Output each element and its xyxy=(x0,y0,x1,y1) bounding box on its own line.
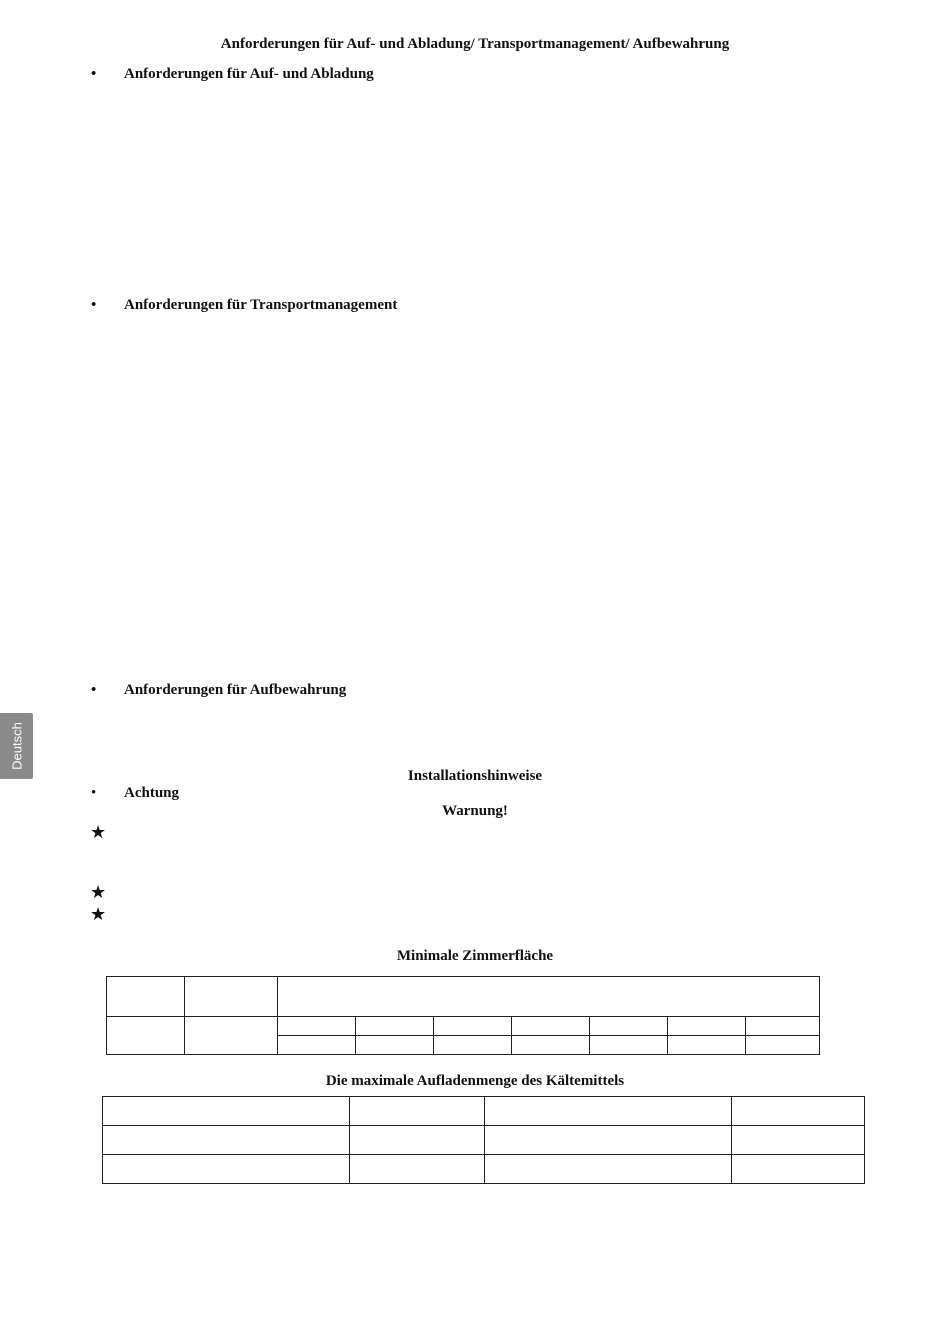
table-cell xyxy=(512,1036,590,1055)
table-cell xyxy=(746,1017,820,1036)
table-cell xyxy=(732,1155,865,1184)
warning-title: Warnung! xyxy=(442,803,508,819)
bullet-icon: • xyxy=(91,682,97,698)
table-cell xyxy=(103,1126,350,1155)
star-icon: ★ xyxy=(90,904,107,924)
table-cell xyxy=(746,1036,820,1055)
table-cell xyxy=(278,977,820,1017)
table-cell xyxy=(732,1126,865,1155)
table-cell xyxy=(434,1036,512,1055)
max-charge-table-title: Die maximale Aufladenmenge des Kältemittels xyxy=(325,1073,625,1089)
section-heading-transport: Anforderungen für Transportmanagement xyxy=(124,297,398,313)
table-cell xyxy=(356,1036,434,1055)
bullet-icon: • xyxy=(91,66,97,82)
page-title: Anforderungen für Auf- und Abladung/ Transportmanagement/ Aufbewahrung xyxy=(220,36,730,52)
max-charge-table xyxy=(102,1096,865,1184)
table-cell xyxy=(103,1097,350,1126)
table-cell xyxy=(350,1155,485,1184)
table-cell xyxy=(485,1097,732,1126)
table-cell xyxy=(350,1126,485,1155)
table-cell xyxy=(107,977,185,1017)
section-heading-loading: Anforderungen für Auf- und Abladung xyxy=(124,66,374,82)
star-icon: ★ xyxy=(90,882,107,902)
table-cell xyxy=(185,977,278,1017)
table-cell xyxy=(434,1017,512,1036)
table-cell xyxy=(350,1097,485,1126)
section-heading-storage: Anforderungen für Aufbewahrung xyxy=(124,682,347,698)
table-cell xyxy=(590,1017,668,1036)
table-cell xyxy=(668,1017,746,1036)
language-label: Deutsch xyxy=(9,722,24,770)
bullet-icon: • xyxy=(91,785,97,801)
table-cell xyxy=(732,1097,865,1126)
min-room-table xyxy=(106,976,820,1055)
table-cell xyxy=(278,1036,356,1055)
table-cell xyxy=(103,1155,350,1184)
table-cell xyxy=(107,1017,185,1055)
table-cell xyxy=(512,1017,590,1036)
table-cell xyxy=(278,1017,356,1036)
min-room-table-title: Minimale Zimmerfläche xyxy=(396,948,554,964)
installation-title: Installationshinweise xyxy=(407,768,543,784)
table-cell xyxy=(485,1126,732,1155)
achtung-label: Achtung xyxy=(124,785,180,801)
star-icon: ★ xyxy=(90,822,107,842)
table-cell xyxy=(185,1017,278,1055)
table-cell xyxy=(485,1155,732,1184)
table-cell xyxy=(590,1036,668,1055)
bullet-icon: • xyxy=(91,297,97,313)
table-cell xyxy=(356,1017,434,1036)
table-cell xyxy=(668,1036,746,1055)
